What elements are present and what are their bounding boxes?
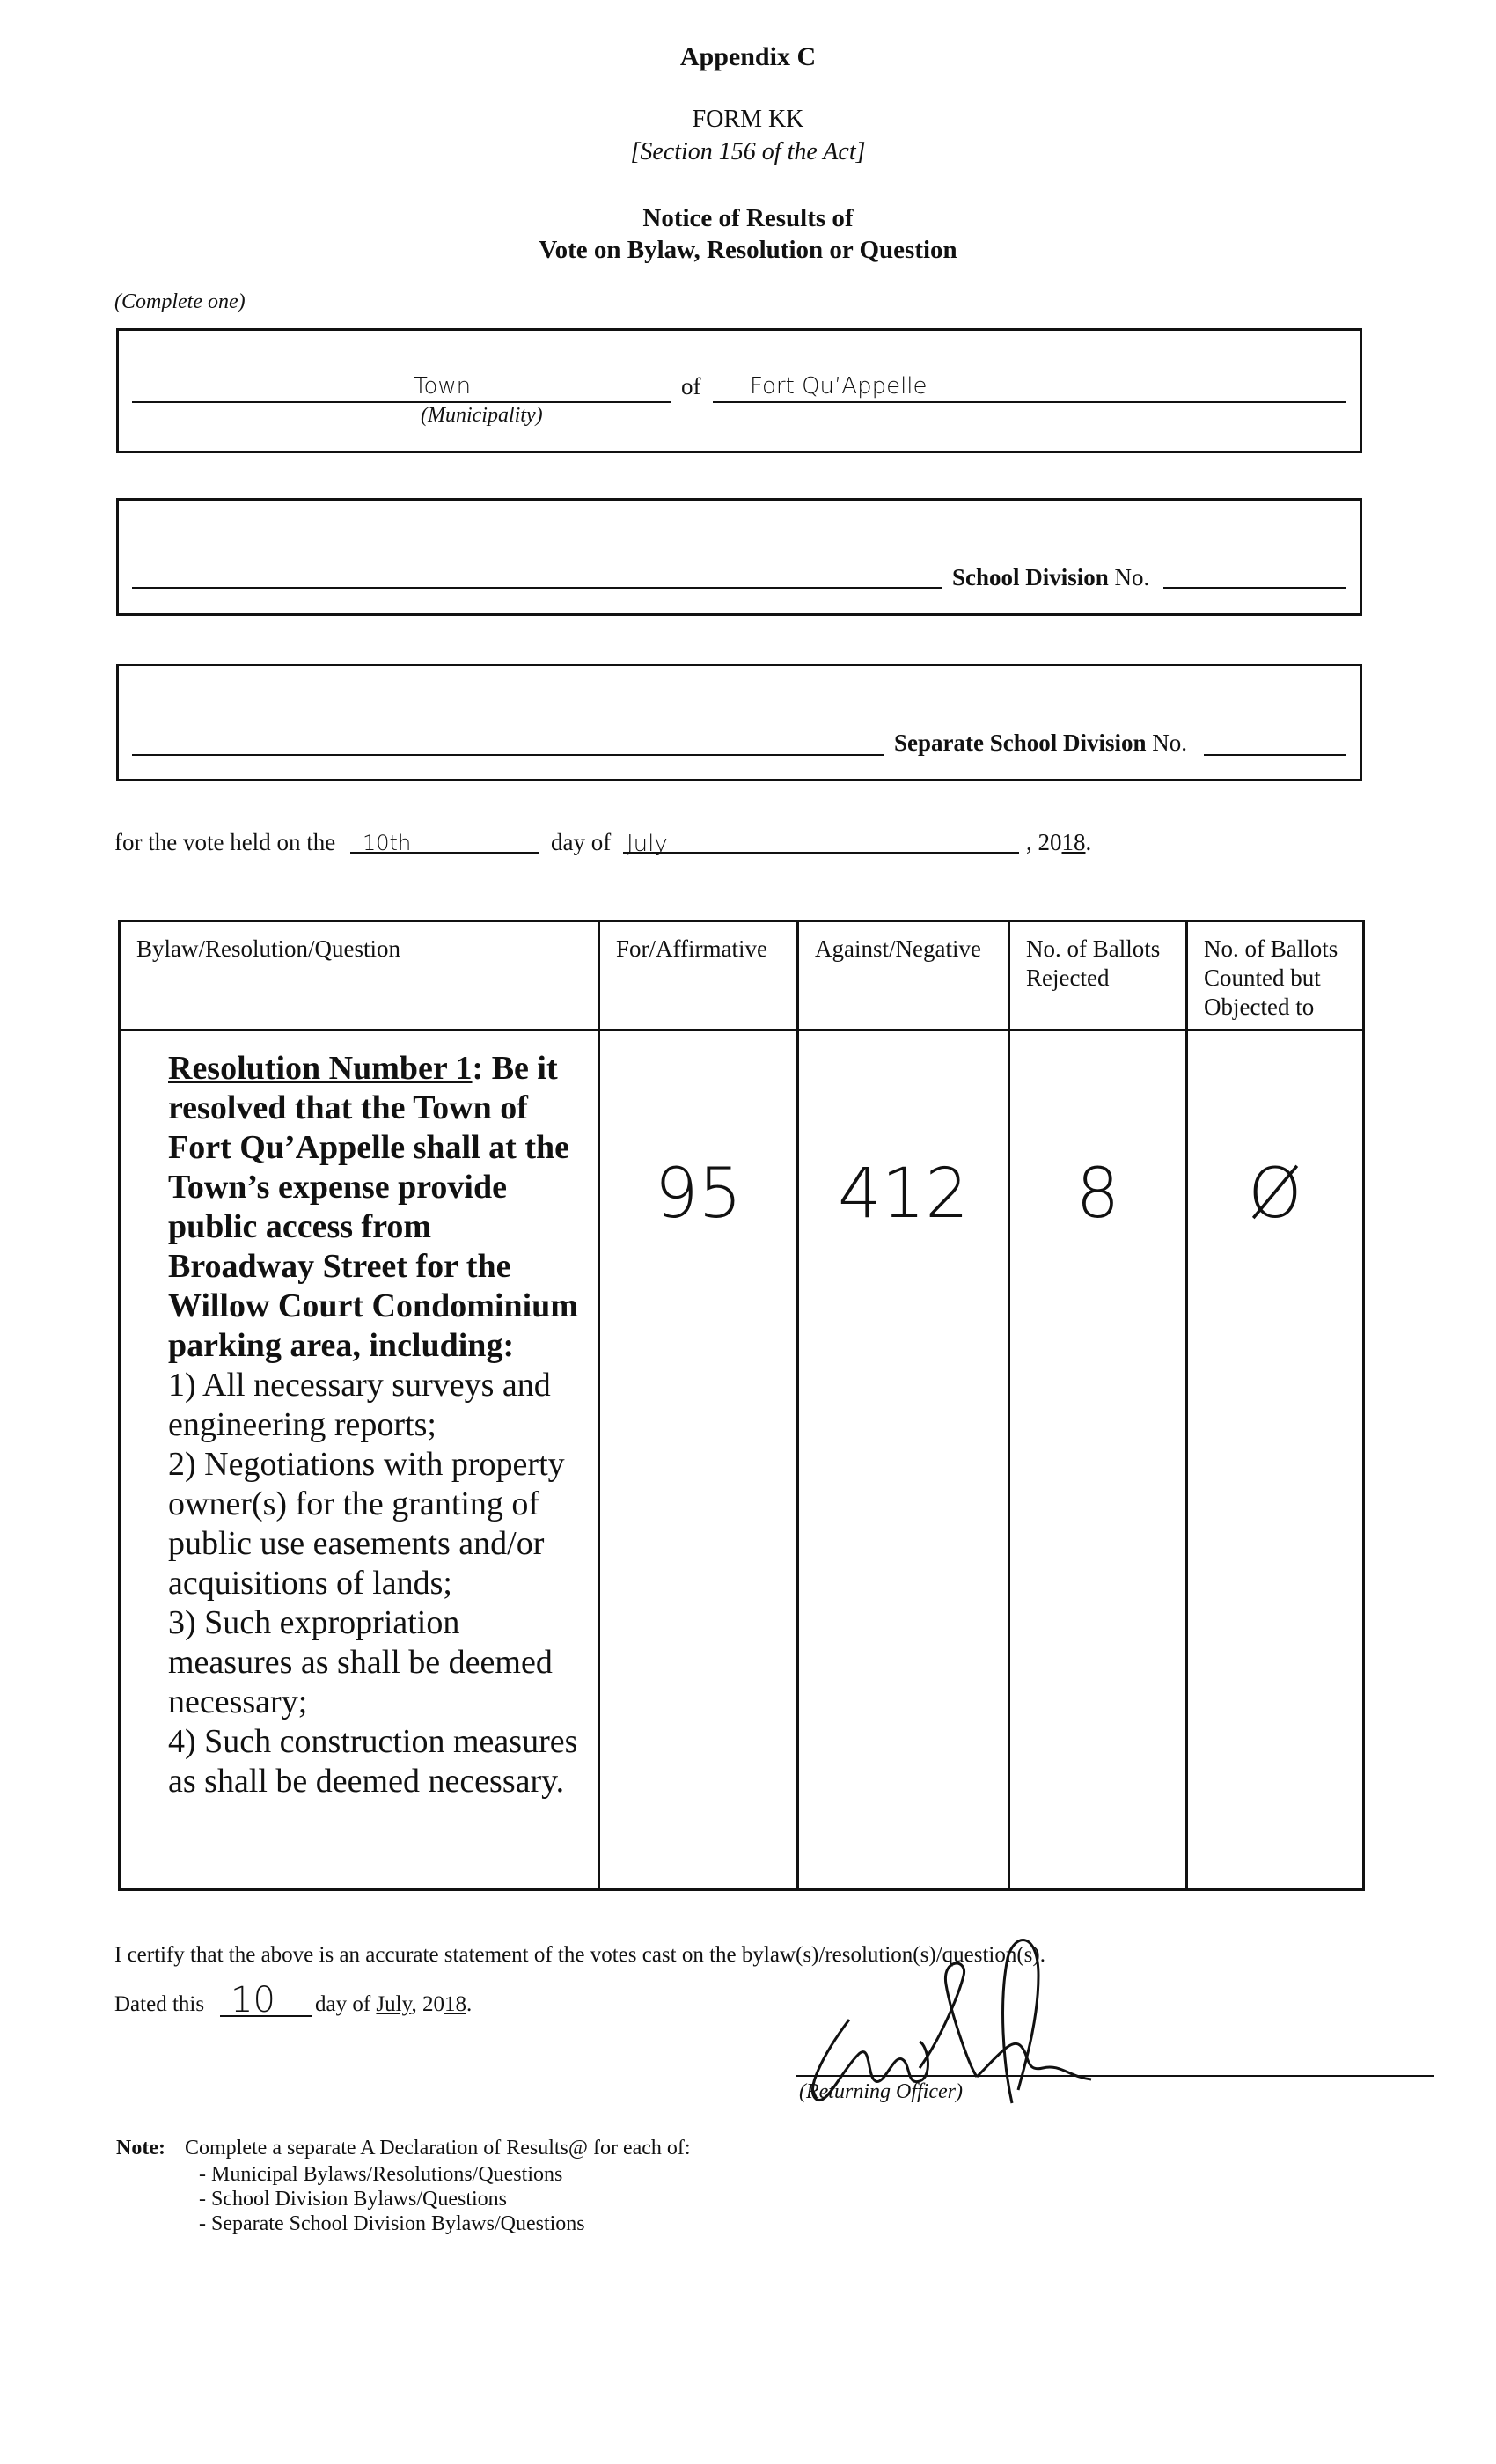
dated-value (315, 1992, 472, 2017)
resolution-statement: Be it resolved that the Town of Fort Qu’Appelle shall at the Town’s expense provide public access from Broadway Street for the Willow Court Condominium parking area, including: (168, 1050, 578, 1364)
against-count: 412 (838, 1155, 969, 1234)
of-label: of (681, 373, 701, 400)
note-intro: Complete a separate A Declaration of Results@ for each of: (185, 2137, 691, 2160)
resolution-title-colon: : (472, 1050, 484, 1087)
dated-year-prefix: , 20 (411, 1992, 444, 2016)
rejected-count: 8 (1075, 1155, 1120, 1234)
rejected-cell (1009, 1030, 1187, 1890)
header-cell-rejected: No. of Ballots Rejected (1009, 921, 1187, 1030)
school-division-label (952, 564, 1149, 591)
school-division-number-line (1163, 587, 1346, 589)
school-division-name-line (132, 587, 942, 589)
separate-school-division-label-bold: Separate School Division (894, 730, 1147, 756)
header-cell-question: Bylaw/Resolution/Question (120, 921, 599, 1030)
dated-prefix: Dated this (114, 1992, 205, 2016)
dated-end: . (466, 1992, 473, 2016)
vote-year-value: 18 (1061, 829, 1086, 855)
certify-statement: I certify that the above is an accurate statement of the votes cast on the bylaw(s)/resolution(s)/question(s). (114, 1943, 1045, 1967)
against-cell (798, 1030, 1009, 1890)
vote-month-value: July (627, 831, 668, 857)
resolution-cell (120, 1030, 599, 1890)
municipality-caption: (Municipality) (421, 404, 543, 427)
separate-school-division-no: No. (1152, 730, 1188, 756)
resolution-item: 1) All necessary surveys and engineering reports; (168, 1367, 551, 1443)
results-table (118, 920, 1365, 1891)
municipality-name-value: Fort Qu’Appelle (750, 373, 928, 400)
vote-date-end: . (1085, 829, 1092, 855)
municipality-type-line (132, 401, 671, 403)
vote-day-of-label: day of (551, 829, 612, 855)
table-header-row (120, 921, 1364, 1030)
separate-school-division-label (894, 730, 1187, 757)
municipality-box (116, 328, 1362, 453)
objected-count: Ø (1248, 1155, 1302, 1234)
vote-day-value: 10th (363, 831, 412, 855)
vote-year-prefix: , 20 (1026, 829, 1062, 855)
resolution-bold-text (168, 1049, 585, 1366)
for-count: 95 (654, 1155, 743, 1234)
school-division-label-bold: School Division (952, 564, 1109, 590)
returning-officer-label: (Returning Officer) (799, 2080, 963, 2103)
municipality-name-line (713, 401, 1346, 403)
dated-month-value: July (376, 1992, 412, 2016)
appendix-label: Appendix C (679, 42, 817, 71)
title-line-2: Vote on Bylaw, Resolution or Question (539, 236, 957, 264)
dated-year-value: 18 (444, 1992, 466, 2016)
municipality-type-value: Town (414, 373, 472, 400)
title-line-1: Notice of Results of (642, 204, 854, 232)
header-cell-for: For/Affirmative (599, 921, 798, 1030)
form-label: FORM KK (692, 106, 804, 133)
dated-day-value: 10 (231, 1980, 275, 2020)
for-cell (599, 1030, 798, 1890)
separate-school-division-box (116, 664, 1362, 781)
resolution-item: 2) Negotiations with property owner(s) for the granting of public use easements and/or acquisitions of lands; (168, 1446, 565, 1602)
note-item: - School Division Bylaws/Questions (199, 2188, 508, 2211)
table-row (120, 1030, 1364, 1890)
vote-date-prefix: for the vote held on the (114, 829, 336, 855)
separate-school-division-name-line (132, 754, 884, 756)
vote-month-line (623, 852, 1019, 854)
resolution-item: 4) Such construction measures as shall be deemed necessary. (168, 1723, 578, 1800)
resolution-title: Resolution Number 1 (168, 1050, 473, 1087)
complete-one-note: (Complete one) (114, 290, 246, 313)
school-division-no: No. (1114, 564, 1150, 590)
school-division-box (116, 498, 1362, 616)
note-label: Note: (116, 2137, 165, 2160)
note-item: - Municipal Bylaws/Resolutions/Questions (199, 2163, 563, 2186)
header-cell-objected: No. of Ballots Counted but Objected to (1187, 921, 1364, 1030)
section-reference: [Section 156 of the Act] (630, 138, 866, 165)
separate-school-division-number-line (1204, 754, 1346, 756)
dated-day-of-label: day of (315, 1992, 371, 2016)
note-item: - Separate School Division Bylaws/Questions (199, 2212, 585, 2235)
objected-cell (1187, 1030, 1364, 1890)
header-cell-against: Against/Negative (798, 921, 1009, 1030)
resolution-item: 3) Such expropriation measures as shall be deemed necessary; (168, 1604, 553, 1720)
